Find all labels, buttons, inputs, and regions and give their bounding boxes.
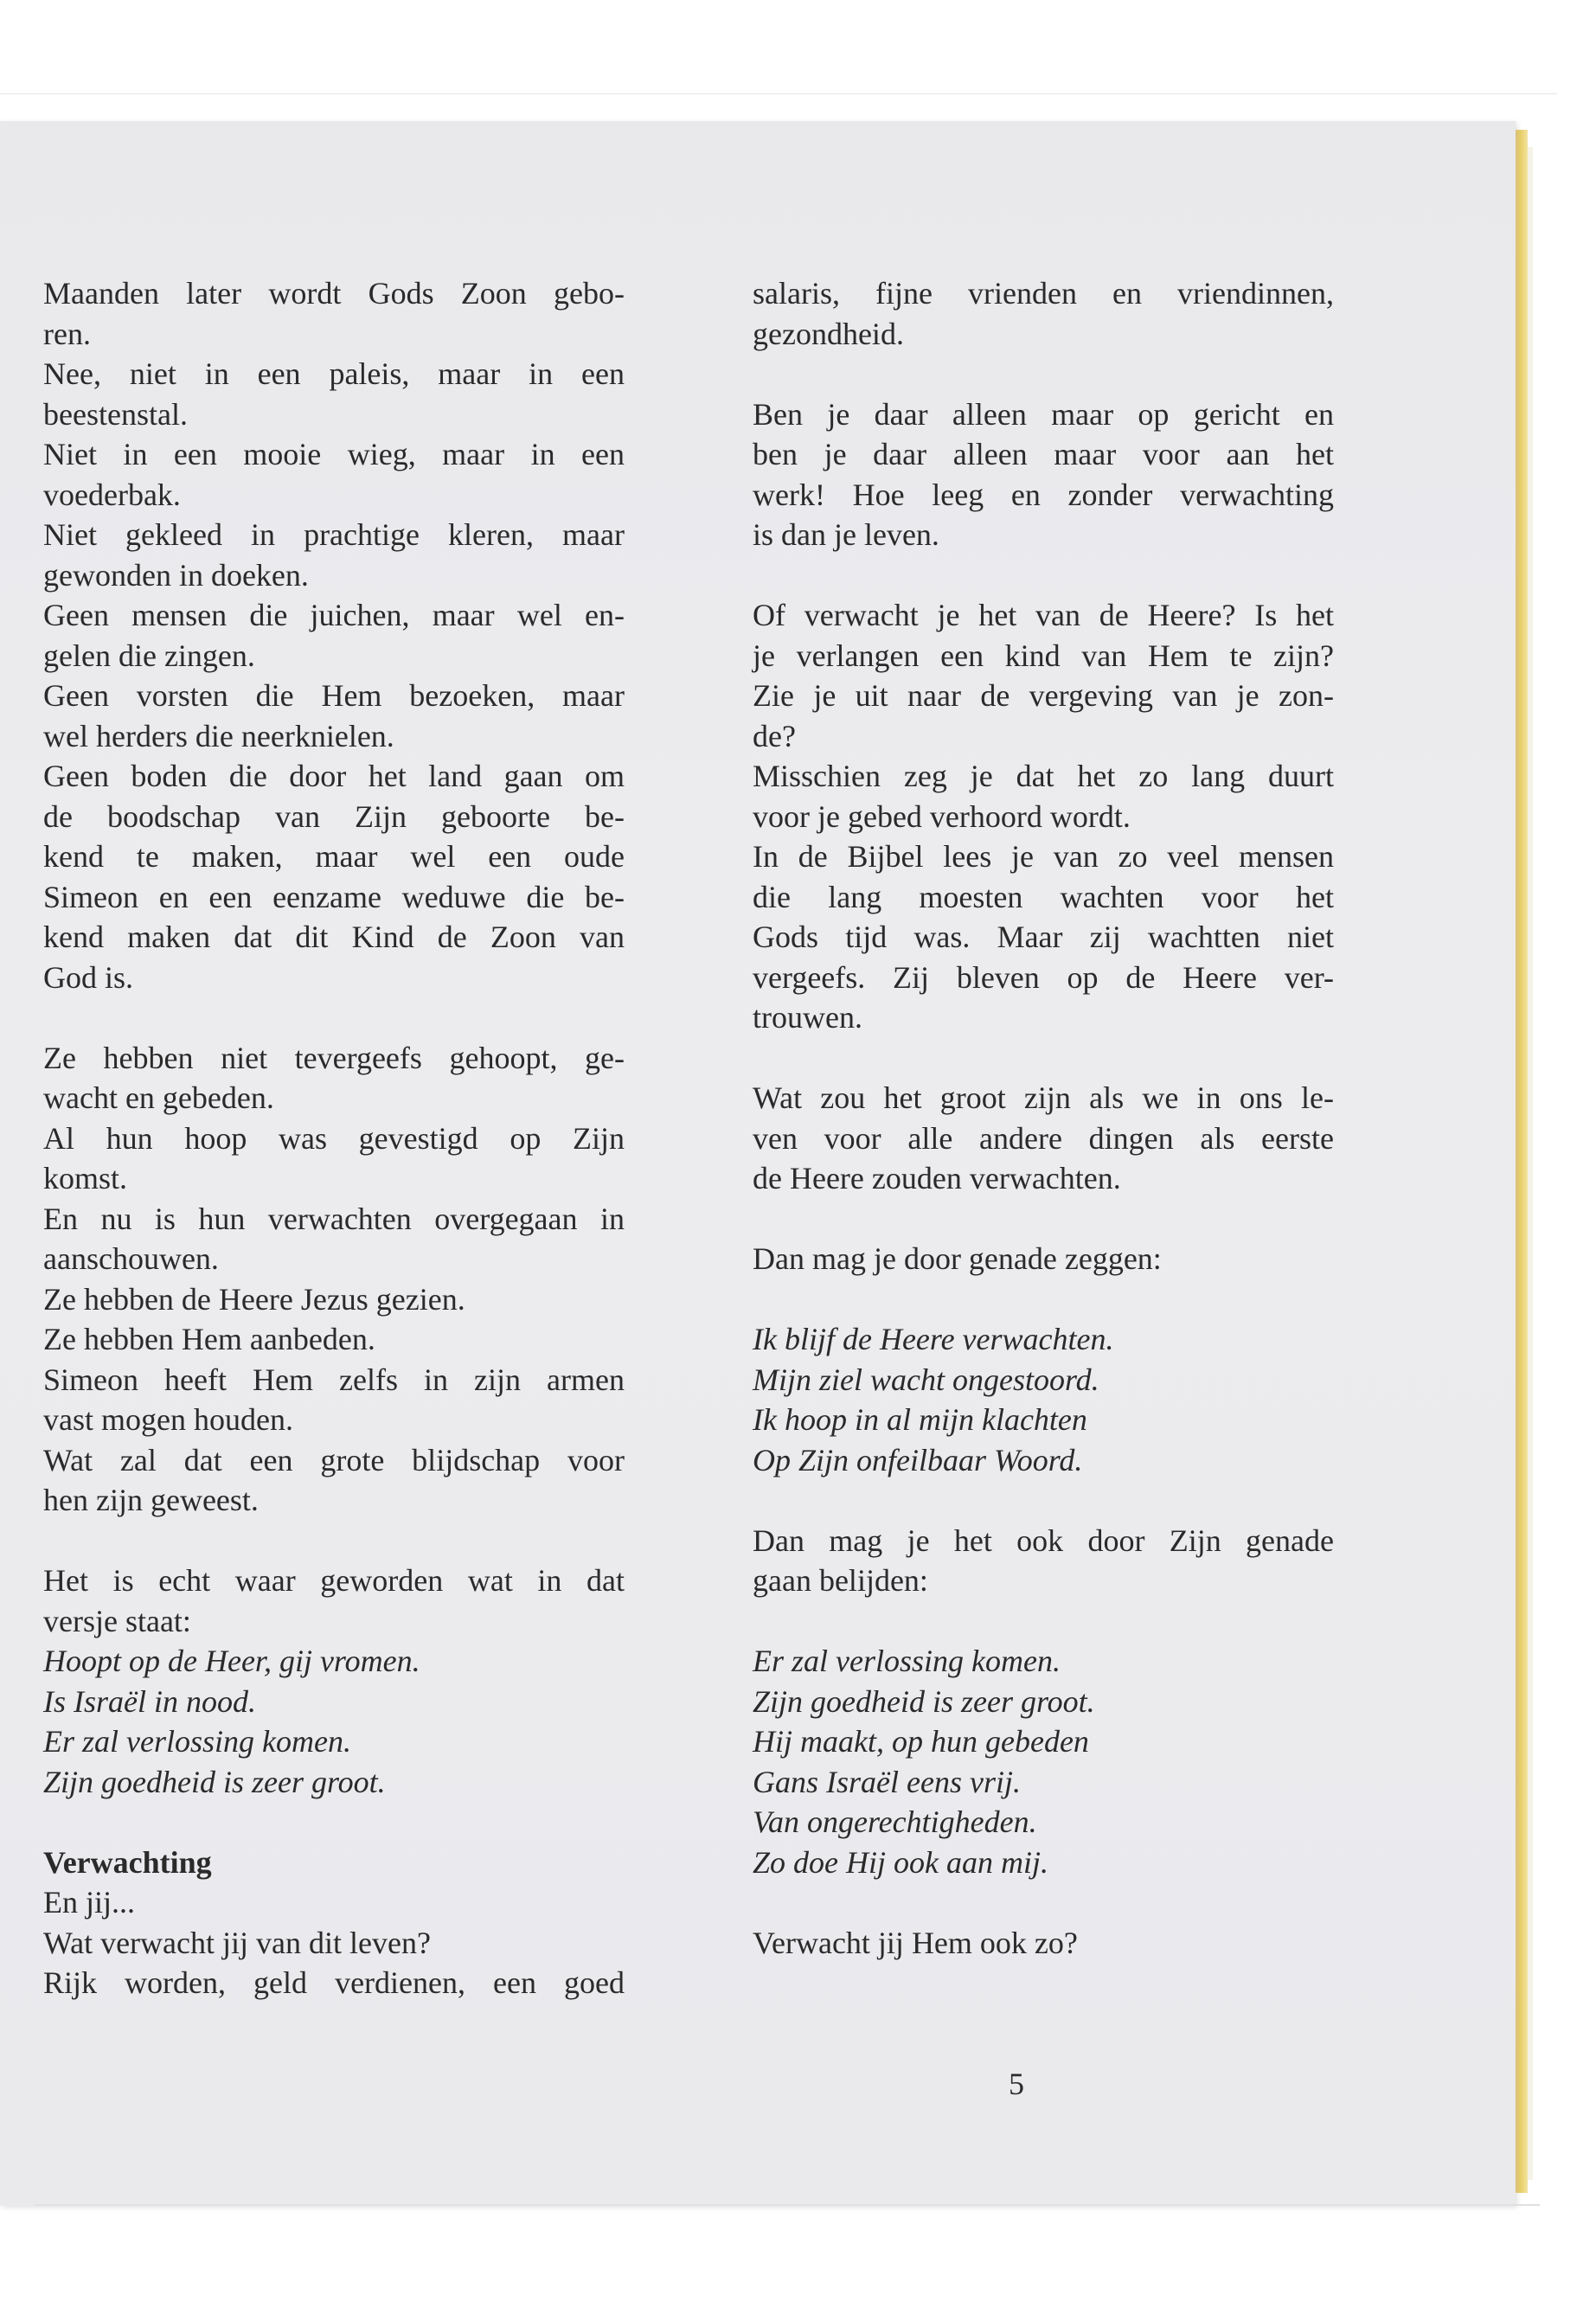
text-line: Maanden later wordt Gods Zoon gebo- bbox=[43, 276, 625, 311]
text-line: Dan mag je het ook door Zijn genade bbox=[753, 1522, 1334, 1558]
left-column bbox=[43, 273, 625, 2003]
text-line: de Heere zouden verwachten. bbox=[753, 1161, 1121, 1195]
paragraph-gap bbox=[43, 997, 625, 1038]
paragraph-gap bbox=[753, 354, 1334, 394]
text-line: kend te maken, maar wel een oude bbox=[43, 839, 625, 874]
text-line: de? bbox=[753, 718, 796, 753]
text-line: de boodschap van Zijn geboorte be- bbox=[43, 798, 625, 834]
text-line: hen zijn geweest. bbox=[43, 1483, 259, 1517]
text-line: wacht en gebeden. bbox=[43, 1080, 274, 1115]
text-line: salaris, fijne vrienden en vriendinnen, bbox=[753, 276, 1334, 311]
scan-edge bbox=[0, 93, 1557, 94]
text-line: trouwen. bbox=[753, 1000, 862, 1035]
verse-line: Zo doe Hij ook aan mij. bbox=[753, 1844, 1048, 1880]
verse-line: Er zal verlossing komen. bbox=[753, 1644, 1061, 1678]
text-line: Of verwacht je het van de Heere? Is het bbox=[753, 598, 1334, 632]
text-line: Ben je daar alleen maar op gericht en bbox=[753, 396, 1334, 432]
paragraph-gap bbox=[753, 1038, 1334, 1079]
text-line: Het is echt waar geworden wat in dat bbox=[43, 1563, 625, 1598]
text-line: Geen mensen die juichen, maar wel en- bbox=[43, 598, 625, 632]
verse-line: Zijn goedheid is zeer groot. bbox=[43, 1764, 386, 1799]
text-line: Ze hebben de Heere Jezus gezien. bbox=[43, 1281, 465, 1317]
text-line: versje staat: bbox=[43, 1603, 191, 1638]
verse-line: Mijn ziel wacht ongestoord. bbox=[753, 1362, 1099, 1397]
text-line: gezondheid. bbox=[753, 316, 904, 351]
verse-line: Er zal verlossing komen. bbox=[43, 1724, 351, 1759]
section-heading: Verwachting bbox=[43, 1844, 212, 1880]
scan-bottom-edge bbox=[35, 2204, 1540, 2206]
text-line: Geen vorsten die Hem bezoeken, maar bbox=[43, 678, 625, 713]
verse-line: Zijn goedheid is zeer groot. bbox=[753, 1683, 1095, 1719]
text-line: Misschien zeg je dat het zo lang duurt bbox=[753, 759, 1334, 793]
text-line: aanschouwen. bbox=[43, 1241, 219, 1276]
page-edge-highlight bbox=[1528, 147, 1533, 2180]
text-line: ben je daar alleen maar voor aan het bbox=[753, 437, 1334, 471]
text-line: Niet in een mooie wieg, maar in een bbox=[43, 437, 625, 471]
paragraph-gap bbox=[43, 1802, 625, 1843]
text-line: voor je gebed verhoord wordt. bbox=[753, 798, 1131, 834]
text-line: die lang moesten wachten voor het bbox=[753, 879, 1334, 914]
text-line: is dan je leven. bbox=[753, 517, 939, 552]
text-line: komst. bbox=[43, 1161, 128, 1195]
text-line: Al hun hoop was gevestigd op Zijn bbox=[43, 1120, 625, 1156]
verse-line: Ik hoop in al mijn klachten bbox=[753, 1402, 1087, 1437]
text-line: En jij... bbox=[43, 1885, 135, 1920]
page-edge bbox=[1516, 130, 1528, 2193]
paragraph-gap bbox=[753, 1480, 1334, 1521]
text-line: werk! Hoe leeg en zonder verwachting bbox=[753, 477, 1334, 512]
text-line: Gods tijd was. Maar zij wachtten niet bbox=[753, 920, 1334, 954]
text-line: Zie je uit naar de vergeving van je zon- bbox=[753, 678, 1334, 713]
paragraph-gap bbox=[753, 1279, 1334, 1320]
verse-line: Ik blijf de Heere verwachten. bbox=[753, 1322, 1114, 1356]
text-line: Niet gekleed in prachtige kleren, maar bbox=[43, 517, 625, 552]
text-line: Nee, niet in een paleis, maar in een bbox=[43, 356, 625, 391]
text-line: In de Bijbel lees je van zo veel mensen bbox=[753, 839, 1334, 874]
text-line: Ze hebben niet tevergeefs gehoopt, ge- bbox=[43, 1040, 625, 1075]
verse-line: Hoopt op de Heer, gij vromen. bbox=[43, 1644, 420, 1678]
text-line: Simeon heeft Hem zelfs in zijn armen bbox=[43, 1362, 625, 1397]
paragraph-gap bbox=[753, 1882, 1334, 1923]
right-column bbox=[753, 273, 1334, 1963]
text-line: Wat verwacht jij van dit leven? bbox=[43, 1925, 431, 1960]
paragraph-gap bbox=[43, 1521, 625, 1561]
text-line: je verlangen een kind van Hem te zijn? bbox=[753, 638, 1334, 673]
text-line: Wat zal dat een grote blijdschap voor bbox=[43, 1442, 625, 1477]
text-line: Simeon en een eenzame weduwe die be- bbox=[43, 879, 625, 914]
paragraph-gap bbox=[753, 1199, 1334, 1240]
text-line: vast mogen houden. bbox=[43, 1402, 293, 1437]
text-line: Dan mag je door genade zeggen: bbox=[753, 1241, 1162, 1276]
text-line: voederbak. bbox=[43, 477, 181, 512]
verse-line: Gans Israël eens vrij. bbox=[753, 1764, 1021, 1799]
text-line: Ze hebben Hem aanbeden. bbox=[43, 1322, 375, 1356]
text-line: Rijk worden, geld verdienen, een goed bbox=[43, 1965, 625, 2000]
text-line: wel herders die neerknielen. bbox=[43, 718, 394, 753]
text-line: Geen boden die door het land gaan om bbox=[43, 759, 625, 793]
text-line: gewonden in doeken. bbox=[43, 557, 309, 593]
paragraph-gap bbox=[753, 555, 1334, 596]
text-line: En nu is hun verwachten overgegaan in bbox=[43, 1201, 625, 1236]
verse-line: Op Zijn onfeilbaar Woord. bbox=[753, 1442, 1083, 1477]
text-line: gelen die zingen. bbox=[43, 638, 255, 673]
paragraph-gap bbox=[753, 1601, 1334, 1642]
verse-line: Hij maakt, op hun gebeden bbox=[753, 1724, 1089, 1759]
verse-line: Van ongerechtigheden. bbox=[753, 1804, 1037, 1839]
text-line: Wat zou het groot zijn als we in ons le- bbox=[753, 1080, 1334, 1115]
text-line: gaan belijden: bbox=[753, 1563, 928, 1598]
text-line: kend maken dat dit Kind de Zoon van bbox=[43, 920, 625, 954]
text-line: God is. bbox=[43, 959, 134, 995]
text-line: beestenstal. bbox=[43, 396, 188, 432]
text-line: vergeefs. Zij bleven op de Heere ver- bbox=[753, 959, 1334, 995]
text-line: ren. bbox=[43, 316, 91, 351]
text-line: ven voor alle andere dingen als eerste bbox=[753, 1120, 1334, 1156]
verse-line: Is Israël in nood. bbox=[43, 1683, 256, 1719]
page-number: 5 bbox=[1009, 2067, 1024, 2101]
text-line: Verwacht jij Hem ook zo? bbox=[753, 1925, 1078, 1960]
